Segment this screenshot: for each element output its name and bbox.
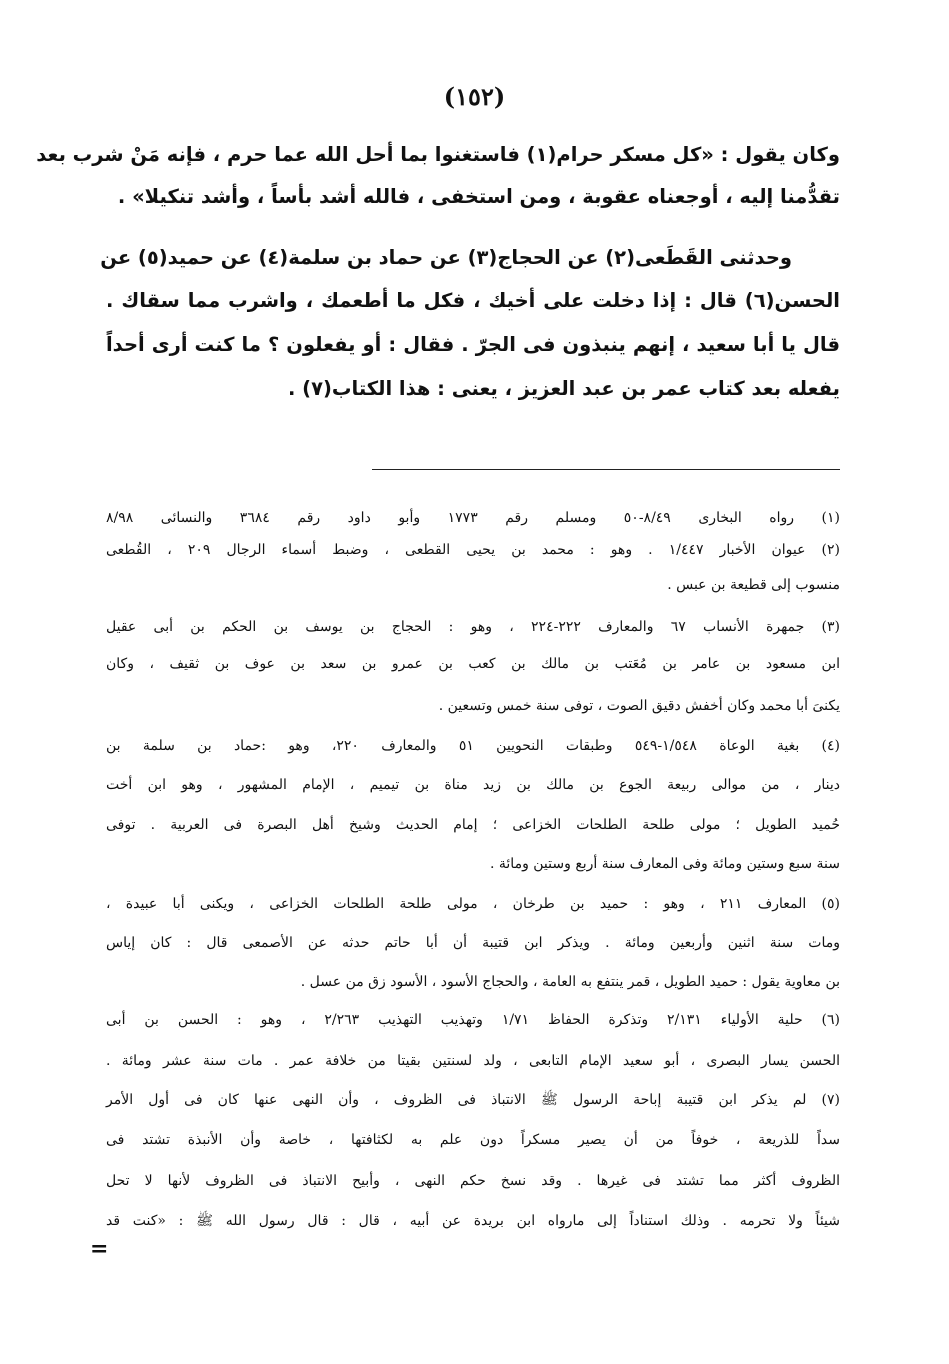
footnote-line: يكنىَ أبا محمد وكان أخفش دقيق الصوت ، توفى سنة خمس وتسعين .: [438, 698, 840, 714]
footnote-line: منسوب إلى قطيعة بن عبس .: [667, 577, 840, 593]
continuation-mark: =: [90, 1236, 109, 1262]
footnote-line: (٦) حلية الأولياء ٢/١٣١ وتذكرة الحفاظ ١/٧١ وتهذيب التهذيب ٢/٢٦٣ ، وهو : الحسن بن أبى: [106, 1012, 840, 1028]
main-text-line: الحسن(٦) قال : إذا دخلت على أخيك ، فكل ما أطعمك ، واشرب مما سقاك .: [106, 289, 840, 312]
footnote-line: (٣) جمهرة الأنساب ٦٧ والمعارف ٢٢٢-٢٢٤ ، وهو : الحجاج بن يوسف بن الحكم بن أبى عقيل: [106, 619, 841, 635]
main-text-line: قال يا أبا سعيد ، إنهم ينبذون فى الجرّ . فقال : أو يفعلون ؟ ما كنت أرى أحداً: [106, 333, 840, 356]
main-text-line: يفعله بعد كتاب عمر بن عبد العزيز ، يعنى : هذا الكتاب(٧) .: [287, 377, 840, 400]
main-text-line: وحدثنى القَطَعى(٢) عن الحجاج(٣) عن حماد بن سلمة(٤) عن حميد(٥) عن: [100, 246, 792, 269]
footnote-line: (٢) عيوان الأخبار ١/٤٤٧ . وهو : محمد بن يحيى القطعى ، وضبط أسماء الرجال ٢٠٩ ، القُطعى: [106, 542, 840, 558]
footnote-line: الظروف أكثر مما تشتد فى غيرها . وقد نسخ حكم النهى ، وأبيح الانتباذ فى الظروف لأنها لا تحل: [106, 1173, 840, 1189]
footnote-line: ومات سنة اثنين وأربعين ومائة . ويذكر ابن قتيبة أن أبا حاتم حدثه عن الأصمعى قال : كان إياس: [106, 935, 840, 951]
footnote-line: بن معاوية يقول : حميد الطويل ، قمر ينتفع به العامة ، والحجاج الأسود ، الأسود زق من عسل .: [300, 974, 840, 990]
footnote-line: (٥) المعارف ٢١١ ، وهو : حميد بن طرخان ، مولى طلحة الطلحات الخزاعى ، ويكنى أبا عبيدة ،: [106, 896, 840, 912]
main-text-line: وكان يقول : «كل مسكر حرام(١) فاستغنوا بما أحل الله عما حرم ، فإنه مَنْ شرب بعد: [36, 143, 840, 166]
footnote-line: حُميد الطويل ؛ مولى طلحة الطلحات الخزاعى ؛ إمام الحديث وشيخ أهل البصرة فى العربية . توفى: [106, 817, 840, 833]
footnote-line: (١) رواه البخارى ٨/٤٩-٥٠ ومسلم رقم ١٧٧٣ وأبو داود رقم ٣٦٨٤ والنسائى ٨/٩٨: [106, 510, 840, 526]
footnote-divider: [372, 469, 840, 470]
footnote-line: (٧) لم يذكر ابن قتيبة إباحة الرسول ﷺ الانتباذ فى الظروف ، وأن النهى عنها كان فى أول الأمر: [106, 1092, 840, 1108]
footnote-line: شيئاً ولا تحرمه . وذلك استناداً إلى مارواه ابن بريدة عن أبيه ، قال : قال رسول الله ﷺ : «كنت قد: [106, 1213, 840, 1229]
footnote-line: دينار ، من موالى ربيعة الجوع بن مالك بن زيد مناة بن تيميم ، الإمام المشهور ، وهو ابن أخت: [106, 777, 840, 793]
footnote-line: (٤) بغية الوعاة ١/٥٤٨-٥٤٩ وطبقات النحويين ٥١ والمعارف ٢٢٠، وهو :حماد بن سلمة بن: [106, 738, 841, 754]
footnote-line: ابن مسعود بن عامر بن مُعَتب بن مالك بن كعب بن عمرو بن سعد بن عوف بن ثقيف ، وكان: [106, 656, 840, 672]
footnote-line: الحسن يسار البصرى ، أبو سعيد الإمام التابعى ، ولد لسنتين بقيتا من خلافة عمر . مات سنة عشر ومائة .: [106, 1053, 840, 1069]
page-number: (١٥٢): [443, 82, 506, 111]
footnote-line: سنة سبع وستين ومائة وفى المعارف سنة أربع وستين ومائة .: [490, 856, 840, 872]
main-text-line: تقدُّمنا إليه ، أوجعناه عقوبة ، ومن استخفى ، فالله أشد بأساً ، وأشد تنكيلا» .: [117, 185, 840, 208]
footnote-line: سداً للذريعة ، خوفاً من أن يصير مسكراً دون علم به لكثافتها ، خاصة وأن الأنبذة تشتد فى: [106, 1132, 840, 1148]
